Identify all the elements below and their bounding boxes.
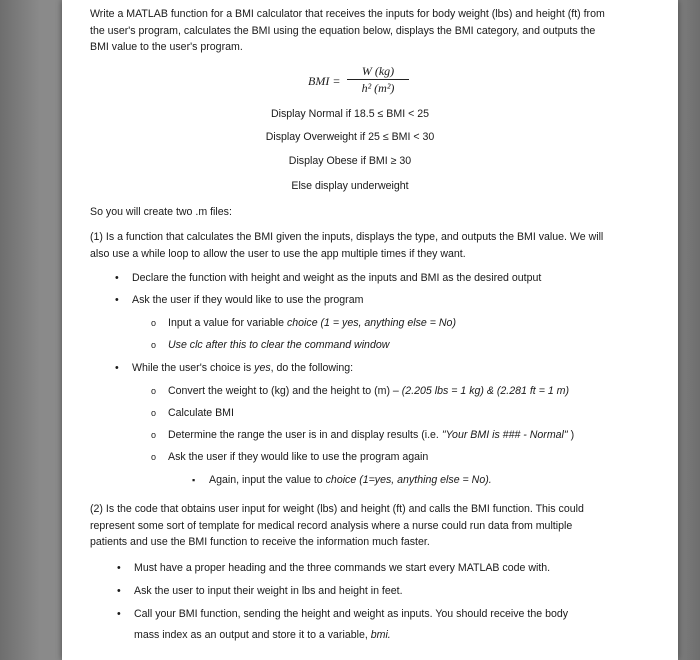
formula-lhs: BMI =	[308, 74, 341, 88]
document-page: Write a MATLAB function for a BMI calculator that receives the inputs for body weight (lbs) and height (ft) from the user's program, calculates the BMI using the equation below, displays the BMI category, and outputs the BMI value to the user's program. BMI = $\frac{W (kg)}{\text{h² (m²)}}$ Display Normal if 18.5 ≤ BMI < 25 Display Overweight if 25 ≤ BMI < 30 Display Obese if BMI ≥ 30 Else display underweight So you will create two .m files: (1) Is a function that calculates the BMI given the inputs, displays the type, and outputs the BMI value. We will also use a while loop to allow the user to use the app multiple times if they want. • Declare the function with height and weight as the inputs and BMI as the desired output • Ask the user if they would like to use the program o Input a value for variable choice (1 = yes, anything else = No) o Use clc after this to clear the command window • While the user's choice is yes, do the following: o Convert the weight to (kg) and the height to (m) – (2.205 lbs = 1 kg) & (2.281 ft = 1 m) o Calculate BMI o Determine the range the user is in and display results (i.e. "Your BMI is ### - Normal" ) o Ask the user if they would like to use the program again ▪ Again, input the value to choice (1=yes, anything else = No). (2) Is the code that obtains user input for weight (lbs) and height (ft) and calls the BMI function. This could represent some sort of template for medical record analysis where a nurse could run data from multiple patients and use the BMI function to receive the information much faster. • Must have a proper heading and the three commands we start every MATLAB code with. • Ask the user to input their weight in lbs and height in feet. • Call your BMI function, sending the height and weight as inputs. You should receive the body mass index as an output and store it to a variable, bmi.	[62, 0, 678, 660]
formula-denominator: h² (m²)	[361, 81, 395, 95]
disc-bullet: •	[115, 294, 119, 306]
square-bullet: ▪	[192, 475, 196, 485]
files-intro: So you will create two .m files:	[90, 206, 232, 218]
display-underweight: Else display underweight	[291, 180, 409, 192]
disc-bullet: •	[117, 585, 121, 597]
display-overweight: Display Overweight if 25 ≤ BMI < 30	[265, 131, 435, 143]
disc-bullet: •	[117, 608, 121, 620]
display-obese: Display Obese if BMI ≥ 30	[288, 155, 412, 167]
disc-bullet: •	[115, 362, 119, 374]
disc-bullet: •	[115, 272, 119, 284]
part2-paragraph: (2) Is the code that obtains user input for weight (lbs) and height (ft) and calls the BMI function. This could represent some sort of template for medical record analysis where a nurse could run data from multiple patients and use the BMI function to receive the information much faster.	[90, 503, 584, 549]
circle-bullet: o	[151, 430, 157, 440]
formula-numerator: W (kg)	[347, 64, 409, 80]
intro-paragraph: Write a MATLAB function for a BMI calculator that receives the inputs for body weight (lbs) and height (ft) from the user's program, calculates the BMI using the equation below, displays the BMI category, and outputs the BMI value to the user's program.	[90, 8, 605, 54]
display-normal: Display Normal if 18.5 ≤ BMI < 25	[270, 108, 429, 120]
part1-paragraph: (1) Is a function that calculates the BMI given the inputs, displays the type, and outputs the BMI value. We will also use a while loop to allow the user to use the app multiple times if they want.	[90, 231, 604, 260]
formula-fraction	[347, 64, 409, 96]
circle-bullet: o	[151, 452, 157, 462]
circle-bullet: o	[151, 408, 157, 418]
circle-bullet: o	[151, 318, 157, 328]
disc-bullet: •	[117, 562, 121, 574]
bmi-formula	[308, 64, 448, 98]
circle-bullet: o	[151, 386, 157, 396]
circle-bullet: o	[151, 340, 157, 350]
